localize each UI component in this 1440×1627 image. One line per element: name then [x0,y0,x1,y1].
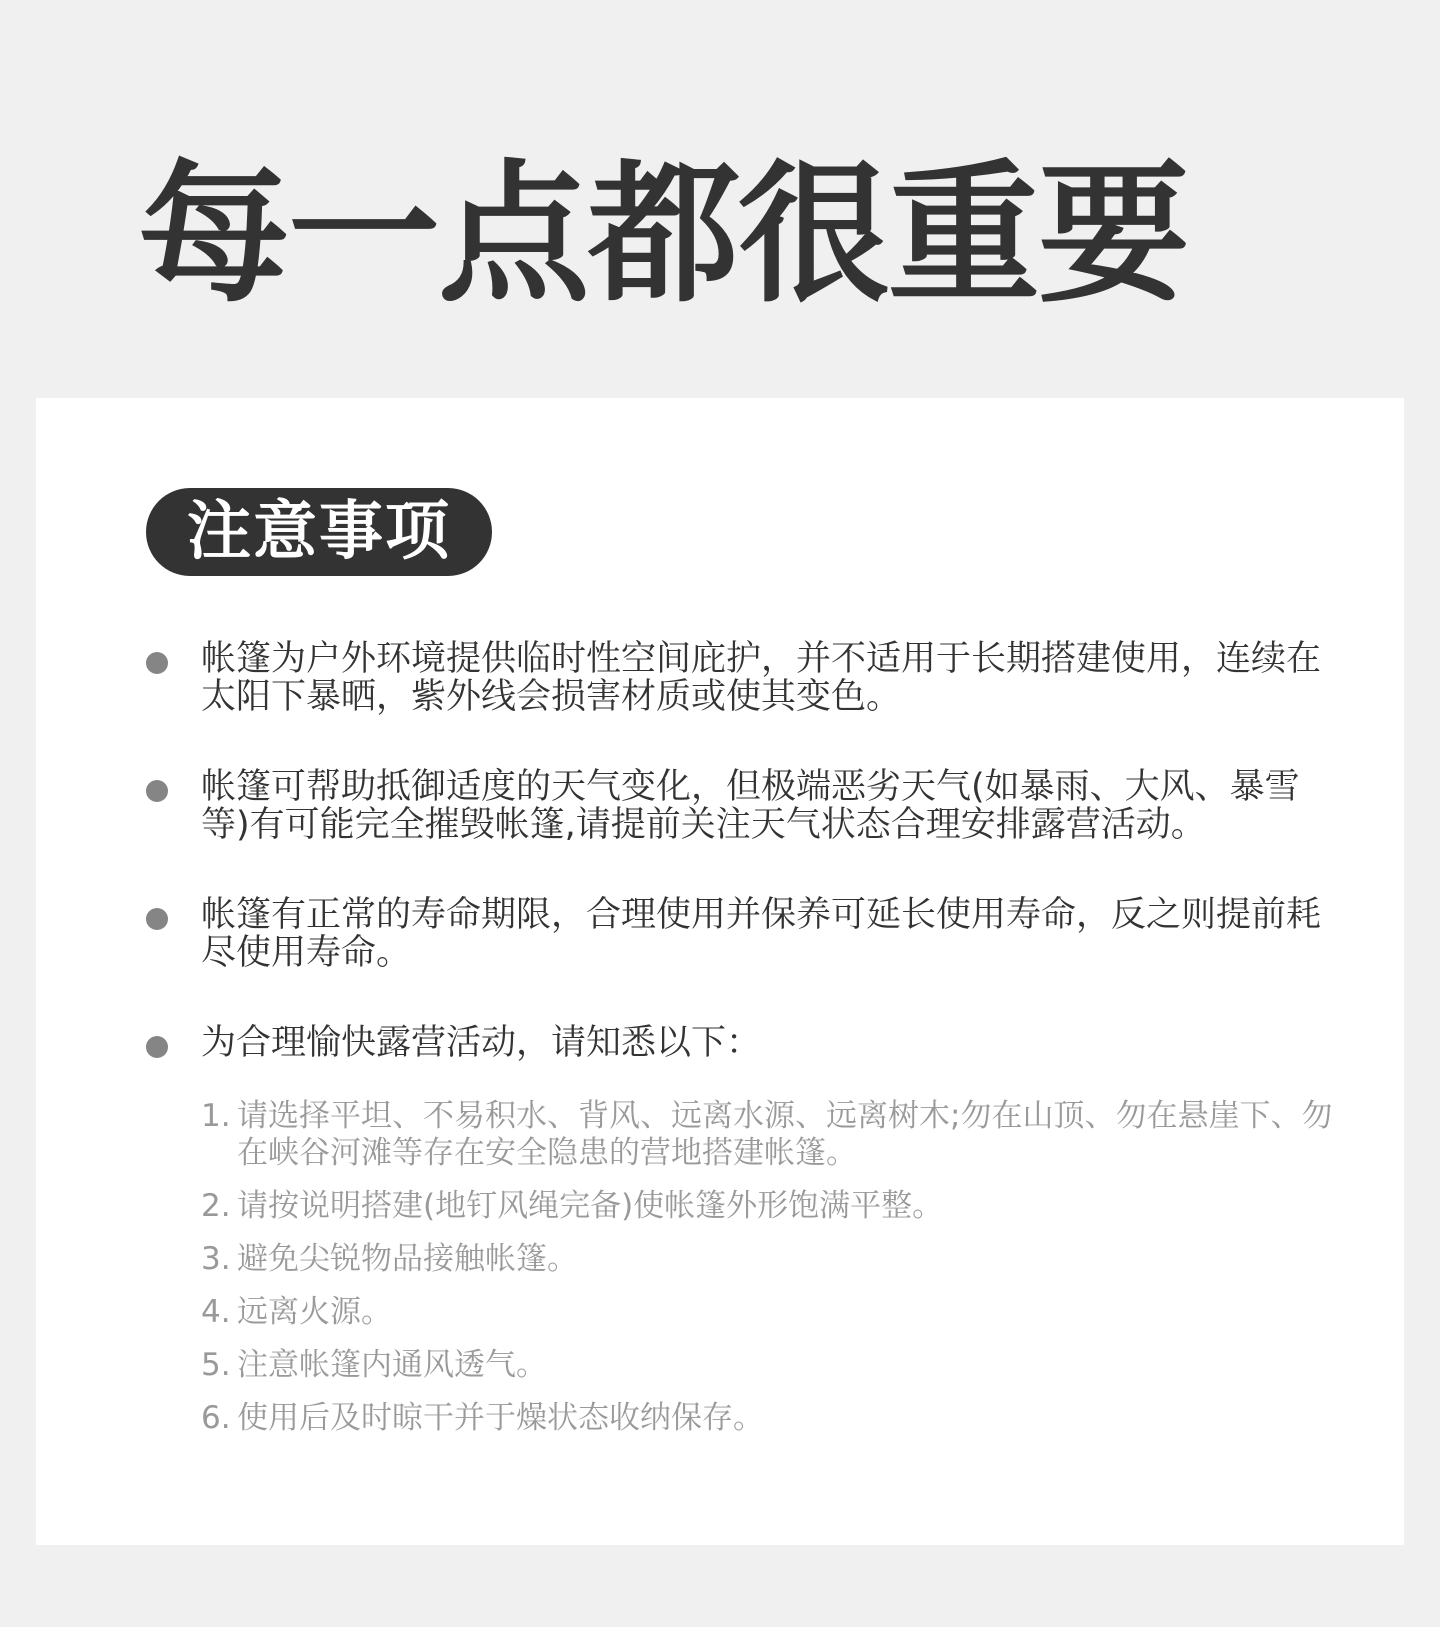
tip-number: 2. [201,1188,231,1224]
list-item [146,640,1346,716]
tip-text: 避免尖锐物品接触帐篷。 [237,1241,578,1277]
tip-item [201,1294,1361,1331]
bullet-text: 帐篷有正常的寿命期限，合理使用并保养可延长使用寿命，反之则提前耗尽使用寿命。 [201,895,1322,973]
notice-badge: 注意事项 [146,488,492,576]
tip-text: 注意帐篷内通风透气。 [237,1347,547,1383]
list-item [146,1024,1346,1062]
tip-text: 请选择平坦、不易积水、背风、远离水源、远离树木;勿在山顶、勿在悬崖下、勿在峡谷河滩等存在安全隐患的营地搭建帐篷。 [237,1098,1333,1171]
tip-number: 4. [201,1294,231,1330]
bullet-text: 帐篷可帮助抵御适度的天气变化，但极端恶劣天气(如暴雨、大风、暴雪等)有可能完全摧毁帐篷,请提前关注天气状态合理安排露营活动。 [201,767,1300,845]
bullet-dot-icon [146,780,168,802]
tip-item [201,1347,1361,1384]
tip-item [201,1400,1361,1437]
page-title: 每一点都很重要 [138,146,1188,323]
tip-number: 1. [201,1098,231,1134]
list-item [146,768,1346,844]
tip-text: 请按说明搭建(地钉风绳完备)使帐篷外形饱满平整。 [237,1188,944,1224]
tip-item [201,1241,1361,1278]
tip-number: 5. [201,1347,231,1383]
tip-text: 使用后及时晾干并于燥状态收纳保存。 [237,1400,764,1436]
tip-number: 3. [201,1241,231,1277]
tip-text: 远离火源。 [237,1294,392,1330]
bullet-dot-icon [146,652,168,674]
tip-item [201,1188,1361,1225]
bullet-dot-icon [146,908,168,930]
notice-card [36,398,1404,1545]
tip-number: 6. [201,1400,231,1436]
bullet-text: 为合理愉快露营活动，请知悉以下： [201,1023,762,1063]
tip-item [201,1098,1361,1172]
tips-list [201,1098,1361,1453]
bullet-text: 帐篷为户外环境提供临时性空间庇护，并不适用于长期搭建使用，连续在太阳下暴晒，紫外线会损害材质或使其变色。 [201,639,1322,717]
bullet-dot-icon [146,1036,168,1058]
list-item [146,896,1346,972]
